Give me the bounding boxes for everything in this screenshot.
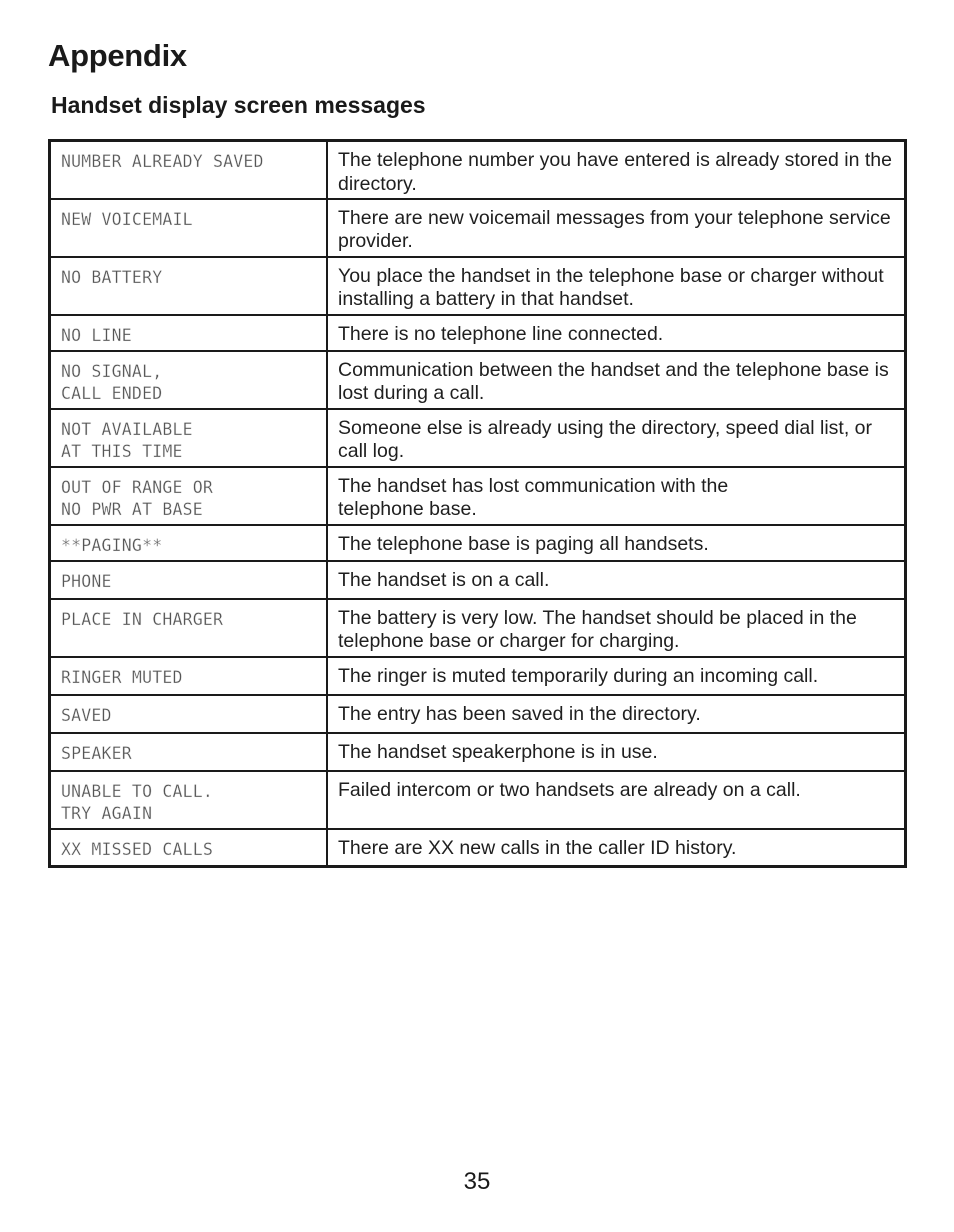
- message-code: UNABLE TO CALL. TRY AGAIN: [61, 781, 214, 823]
- message-description-cell: [327, 199, 906, 257]
- message-code: OUT OF RANGE OR NO PWR AT BASE: [61, 477, 214, 519]
- table-row: [50, 695, 906, 733]
- table-row: [50, 829, 906, 867]
- message-description: The ringer is muted temporarily during an incoming call.: [338, 664, 819, 687]
- message-code: SAVED: [61, 705, 112, 725]
- table-row: [50, 733, 906, 771]
- message-code: NO SIGNAL, CALL ENDED: [61, 361, 163, 403]
- message-description: The handset is on a call.: [338, 568, 550, 591]
- message-description-cell: [327, 467, 906, 525]
- message-description: Failed intercom or two handsets are already on a call.: [338, 778, 801, 801]
- message-description-cell: [327, 695, 906, 733]
- message-code: RINGER MUTED: [61, 667, 183, 687]
- message-code: PHONE: [61, 571, 112, 591]
- message-description-cell: [327, 525, 906, 561]
- message-description-cell: [327, 829, 906, 867]
- table-row: [50, 561, 906, 599]
- message-code-cell: [50, 695, 328, 733]
- message-description: The handset speakerphone is in use.: [338, 740, 658, 763]
- table-row: [50, 141, 906, 199]
- message-description: The telephone base is paging all handsets.: [338, 532, 709, 555]
- message-code: NEW VOICEMAIL: [61, 209, 193, 229]
- page-number: 35: [463, 1168, 491, 1195]
- message-description: Someone else is already using the directory, speed dial list, or call log.: [338, 416, 873, 462]
- message-description-cell: [327, 351, 906, 409]
- message-code-cell: [50, 199, 328, 257]
- table-row: [50, 315, 906, 351]
- table-row: [50, 657, 906, 695]
- message-code-cell: [50, 409, 328, 467]
- message-code-cell: [50, 561, 328, 599]
- message-description-cell: [327, 141, 906, 199]
- message-description: The handset has lost communication with the telephone base.: [338, 474, 729, 520]
- message-code-cell: [50, 771, 328, 829]
- table-row: [50, 599, 906, 657]
- message-code: NO LINE: [61, 325, 132, 345]
- message-description: Communication between the handset and the telephone base is lost during a call.: [338, 358, 889, 404]
- message-code: SPEAKER: [61, 743, 132, 763]
- message-description-cell: [327, 409, 906, 467]
- message-code-cell: [50, 141, 328, 199]
- message-description: You place the handset in the telephone base or charger without installing a battery in that handset.: [338, 264, 884, 310]
- message-code-cell: [50, 733, 328, 771]
- message-description: There are new voicemail messages from your telephone service provider.: [338, 206, 891, 252]
- message-description: There are XX new calls in the caller ID history.: [338, 836, 737, 859]
- message-code-cell: [50, 315, 328, 351]
- table-row: [50, 409, 906, 467]
- table-row: [50, 199, 906, 257]
- section-title: Appendix: [48, 38, 187, 73]
- table-row: [50, 257, 906, 315]
- message-description-cell: [327, 599, 906, 657]
- message-code: XX MISSED CALLS: [61, 839, 214, 859]
- message-description: There is no telephone line connected.: [338, 322, 664, 345]
- table-row: [50, 771, 906, 829]
- message-code-cell: [50, 657, 328, 695]
- message-description-cell: [327, 771, 906, 829]
- message-code: NOT AVAILABLE AT THIS TIME: [61, 419, 193, 461]
- message-description: The battery is very low. The handset should be placed in the telephone base or charger for charging.: [338, 606, 857, 652]
- sub-title: Handset display screen messages: [51, 92, 426, 118]
- message-description: The entry has been saved in the directory.: [338, 702, 701, 725]
- table-row: [50, 525, 906, 561]
- message-description-cell: [327, 657, 906, 695]
- message-code: PLACE IN CHARGER: [61, 609, 224, 629]
- table-row: [50, 467, 906, 525]
- message-code-cell: [50, 257, 328, 315]
- message-description: The telephone number you have entered is already stored in the directory.: [338, 149, 892, 195]
- message-description-cell: [327, 257, 906, 315]
- display-messages-table: [48, 139, 907, 868]
- message-code-cell: [50, 599, 328, 657]
- message-description-cell: [327, 733, 906, 771]
- message-description-cell: [327, 315, 906, 351]
- message-code-cell: [50, 525, 328, 561]
- message-code-cell: [50, 829, 328, 867]
- message-code-cell: [50, 467, 328, 525]
- message-code: NUMBER ALREADY SAVED: [61, 152, 264, 171]
- message-code: **PAGING**: [61, 535, 163, 555]
- message-code: NO BATTERY: [61, 267, 163, 287]
- table-row: [50, 351, 906, 409]
- message-description-cell: [327, 561, 906, 599]
- message-code-cell: [50, 351, 328, 409]
